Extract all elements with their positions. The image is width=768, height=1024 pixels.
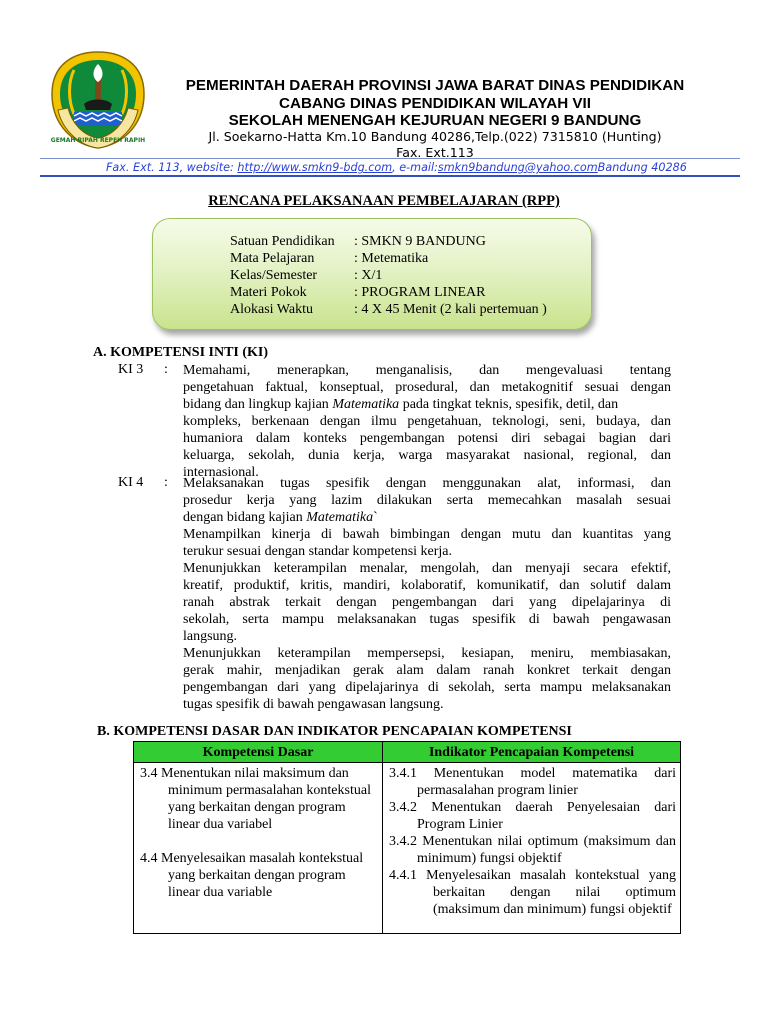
website-link[interactable]: http://www.smkn9-bdg.com <box>237 161 393 174</box>
info-label: Materi Pokok <box>230 285 307 300</box>
info-row-time <box>230 301 547 318</box>
indicator-item: 3.4.1 Menentukan model matematika dari permasalahan program linier <box>389 766 676 798</box>
indicator-item: 3.4.2 Menentukan daerah Penyelesaian dari Program Linier <box>389 800 676 832</box>
ki3-line: internasional. <box>183 465 259 480</box>
ki4-colon: : <box>164 475 168 490</box>
header-divider-bottom <box>40 175 740 177</box>
header-contact-line <box>106 161 766 174</box>
ki3-colon: : <box>164 362 168 377</box>
info-value: : PROGRAM LINEAR <box>354 285 486 300</box>
ki4-line: dengan bidang kajian Matematika` <box>183 510 378 525</box>
table-header-row <box>134 742 681 763</box>
contact-suffix: Bandung 40286 <box>597 161 687 174</box>
header-branch-line: CABANG DINAS PENDIDIKAN WILAYAH VII <box>279 95 591 112</box>
ki3-line: bidang dan lingkup kajian Matematika pada tingkat teknis, spesifik, detil, dan <box>183 397 619 412</box>
header-divider-top <box>40 158 740 159</box>
header-address: Jl. Soekarno-Hatta Km.10 Bandung 40286,Telp.(022) 7315810 (Hunting) <box>208 129 662 144</box>
info-label: Satuan Pendidikan <box>230 234 335 249</box>
indicator-item: 4.4.1 Menyelesaikan masalah kontekstual yang berkaitan dengan nilai optimum (maksimum dan minimum) fungsi objektif <box>389 868 676 917</box>
header-kompetensi-dasar: Kompetensi Dasar <box>134 742 383 763</box>
contact-mid: , e-mail: <box>392 161 438 174</box>
ki4-line: Menunjukkan keterampilan mempersepsi, kesiapan, meniru, membiasakan, <box>183 646 671 661</box>
ki4-line: terukur sesuai dengan standar kompetensi kerja. <box>183 544 453 559</box>
ki3-text <box>183 362 671 481</box>
info-label: Kelas/Semester <box>230 268 318 283</box>
kd-cell <box>134 763 383 934</box>
section-b-heading: B. KOMPETENSI DASAR DAN INDIKATOR PENCAPAIAN KOMPETENSI <box>97 724 572 739</box>
indicator-item: 3.4.2 Menentukan nilai optimum (maksimum dan minimum) fungsi objektif <box>389 834 676 866</box>
svg-text:GEMAH RIPAH REPEH RAPIH: GEMAH RIPAH REPEH RAPIH <box>50 137 146 144</box>
ki4-line: gerak mahir, menjadikan gerak alam dalam ranah konkret terkait dengan <box>183 663 671 678</box>
info-row-subject <box>230 250 428 267</box>
header-gov-line: PEMERINTAH DAERAH PROVINSI JAWA BARAT DINAS PENDIDIKAN <box>185 77 685 94</box>
ki4-line: tugas spesifik di bawah pengawasan langsung. <box>183 697 444 712</box>
competency-table <box>133 741 681 934</box>
ki4-line: kreatif, produktif, kritis, mandiri, kolaboratif, komunikatif, dan solutif dalam <box>183 578 671 593</box>
kd-item: 4.4 Menyelesaikan masalah kontekstual yang berkaitan dengan program linear dua variable <box>140 851 364 900</box>
info-value: : SMKN 9 BANDUNG <box>354 234 486 249</box>
info-label: Mata Pelajaran <box>230 251 315 266</box>
ki4-line: Melaksanakan tugas spesifik dengan menggunakan alat, informasi, dan <box>183 476 671 491</box>
ki4-line: ranah abstrak terkait dengan pengembangan dari yang dipelajarinya di <box>183 595 671 610</box>
section-a-heading: A. KOMPETENSI INTI (KI) <box>93 345 269 360</box>
ki4-line: Menunjukkan keterampilan menalar, mengolah, dan menyaji secara efektif, <box>183 561 671 576</box>
west-java-emblem-logo <box>44 48 152 152</box>
email-link[interactable]: smkn9bandung@yahoo.com <box>437 161 598 174</box>
info-label: Alokasi Waktu <box>230 302 313 317</box>
info-value: : 4 X 45 Menit (2 kali pertemuan ) <box>354 302 547 317</box>
info-row-school <box>230 233 486 250</box>
ki3-line: pengetahuan faktual, konseptual, prosedural, dan metakognitif sesuai dengan <box>183 380 671 395</box>
ki3-line: keluarga, sekolah, dunia kerja, warga masyarakat nasional, regional, dan <box>183 448 671 463</box>
table-row <box>134 763 681 934</box>
info-row-class <box>230 267 382 284</box>
info-value: : Metematika <box>354 251 429 266</box>
ki4-line: Menampilkan kinerja di bawah bimbingan dengan mutu dan kuantitas yang <box>183 527 671 542</box>
header-school-name: SEKOLAH MENENGAH KEJURUAN NEGERI 9 BANDUNG <box>228 112 642 129</box>
ki4-line: sekolah, serta mampu melaksanakan tugas spesifik di bawah pengawasan <box>183 612 671 627</box>
subject-italic: Matematika <box>306 510 374 525</box>
ki4-line: prosedur kerja yang lazim dilakukan serta memecahkan masalah sesuai <box>183 493 671 508</box>
subject-italic: Matematika <box>332 397 400 412</box>
kd-item: 3.4 Menentukan nilai maksimum dan minimum permasalahan kontekstual yang berkaitan dengan program linear dua variabel <box>140 766 371 832</box>
ki3-line: humaniora dalam konteks pengembangan potensi diri sebagai bagian dari <box>183 431 671 446</box>
document-title: RENCANA PELAKSANAAN PEMBELAJARAN (RPP) <box>208 193 560 209</box>
info-value: : X/1 <box>354 268 383 283</box>
ki4-line: pengembangan dari yang dipelajarinya di sekolah, serta mampu melaksanakan <box>183 680 671 695</box>
ki4-line: langsung. <box>183 629 238 644</box>
ki4-code: KI 4 <box>118 475 144 490</box>
indicator-cell <box>383 763 681 934</box>
ki3-line: kompleks, berkenaan dengan ilmu pengetahuan, teknologi, seni, budaya, dan <box>183 414 671 429</box>
ki3-code: KI 3 <box>118 362 144 377</box>
contact-prefix: Fax. Ext. 113, website: <box>106 161 238 174</box>
ki3-line: Memahami, menerapkan, menganalisis, dan mengevaluasi tentang <box>183 363 671 378</box>
header-indikator: Indikator Pencapaian Kompetensi <box>383 742 681 763</box>
header-fax: Fax. Ext.113 <box>396 145 474 160</box>
ki4-text <box>183 475 671 713</box>
info-row-topic <box>230 284 485 301</box>
